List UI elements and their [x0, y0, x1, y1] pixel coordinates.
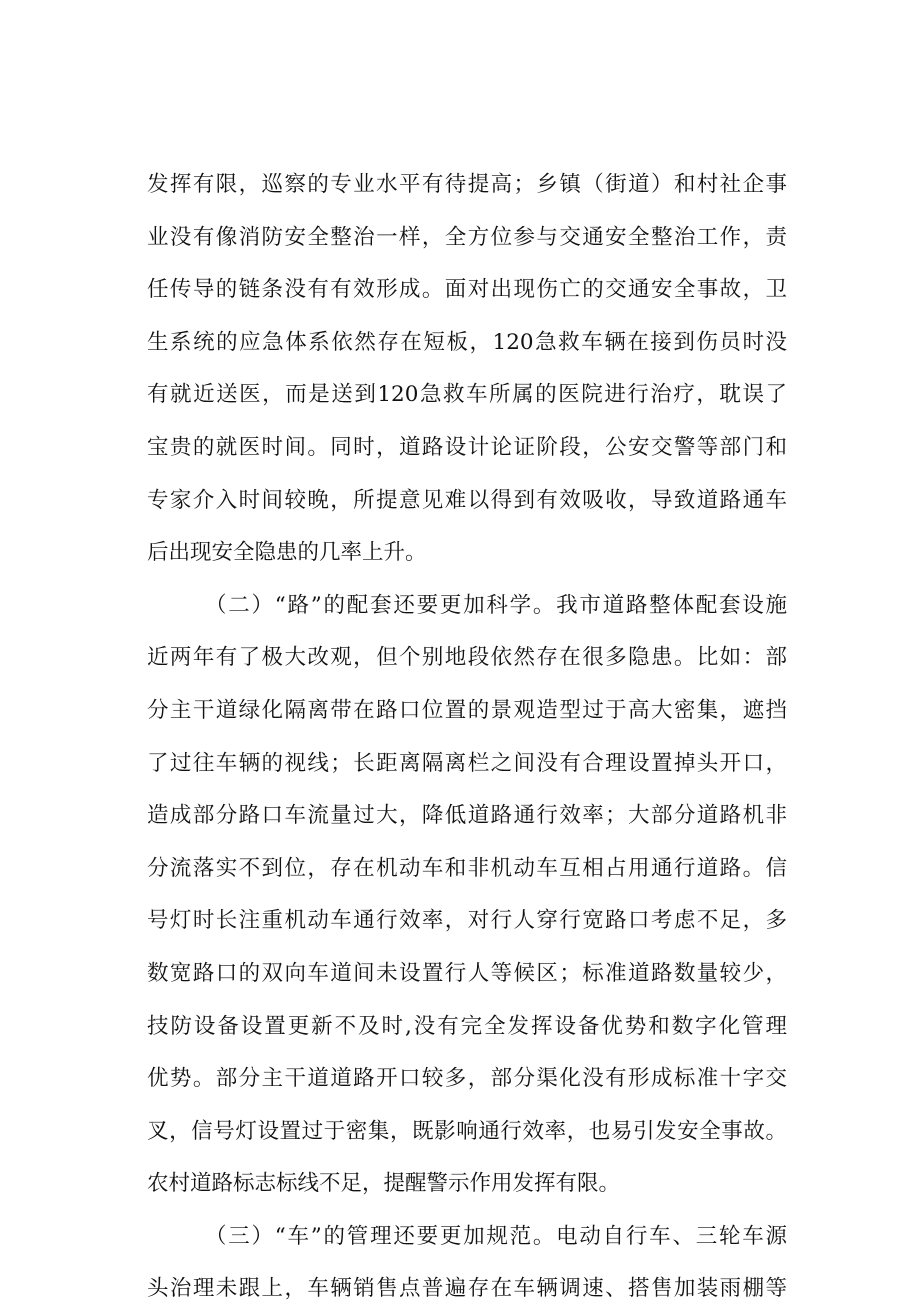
text-line: 头治理未跟上，车辆销售点普遍存在车辆调速、搭售加装雨棚等: [147, 1276, 787, 1302]
text-line: 任传导的链条没有有效形成。面对出现伤亡的交通安全事故，卫: [147, 277, 787, 303]
text-line: 后出现安全隐患的几率上升。: [147, 540, 427, 566]
text-line: 号灯时长注重机动车通行效率，对行人穿行宽路口考虑不足，多: [147, 908, 787, 934]
text-line: 分流落实不到位，存在机动车和非机动车互相占用通行道路。信: [147, 855, 787, 881]
text-line: 分主干道绿化隔离带在路口位置的景观造型过于高大密集，遮挡: [147, 697, 787, 723]
text-line: 发挥有限，巡察的专业水平有待提高；乡镇（街道）和村社企事: [147, 172, 787, 197]
body-text: [147, 159, 787, 1316]
text-line: 宝贵的就医时间。同时，道路设计论证阶段，公安交警等部门和: [147, 434, 787, 460]
text-line: 技防设备设置更新不及时,没有完全发挥设备优势和数字化管理: [147, 1013, 787, 1039]
text-line: 业没有像消防安全整治一样，全方位参与交通安全整治工作，责: [147, 224, 787, 250]
text-line: 有就近送医，而是送到120急救车所属的医院进行治疗，耽误了: [147, 382, 787, 408]
text-line: 生系统的应急体系依然存在短板，120急救车辆在接到伤员时没: [147, 329, 787, 355]
text-line: （二）“路”的配套还要更加科学。我市道路整体配套设施: [205, 592, 787, 618]
text-line: 优势。部分主干道道路开口较多，部分渠化没有形成标准十字交: [147, 1066, 787, 1092]
text-line: 专家介入时间较晚，所提意见难以得到有效吸收，导致道路通车: [147, 487, 787, 513]
text-line: （三）“车”的管理还要更加规范。电动自行车、三轮车源: [205, 1223, 787, 1249]
text-line: 近两年有了极大改观，但个别地段依然存在很多隐患。比如：部: [147, 645, 787, 671]
text-line: 数宽路口的双向车道间未设置行人等候区；标准道路数量较少，: [147, 960, 787, 986]
text-line: 了过往车辆的视线；长距离隔离栏之间没有合理设置掉头开口，: [147, 750, 787, 776]
text-line: 叉，信号灯设置过于密集，既影响通行效率，也易引发安全事故。: [147, 1118, 787, 1144]
text-line: 农村道路标志标线不足，提醒警示作用发挥有限。: [147, 1171, 621, 1197]
text-line: 造成部分路口车流量过大，降低道路通行效率；大部分道路机非: [147, 803, 787, 829]
